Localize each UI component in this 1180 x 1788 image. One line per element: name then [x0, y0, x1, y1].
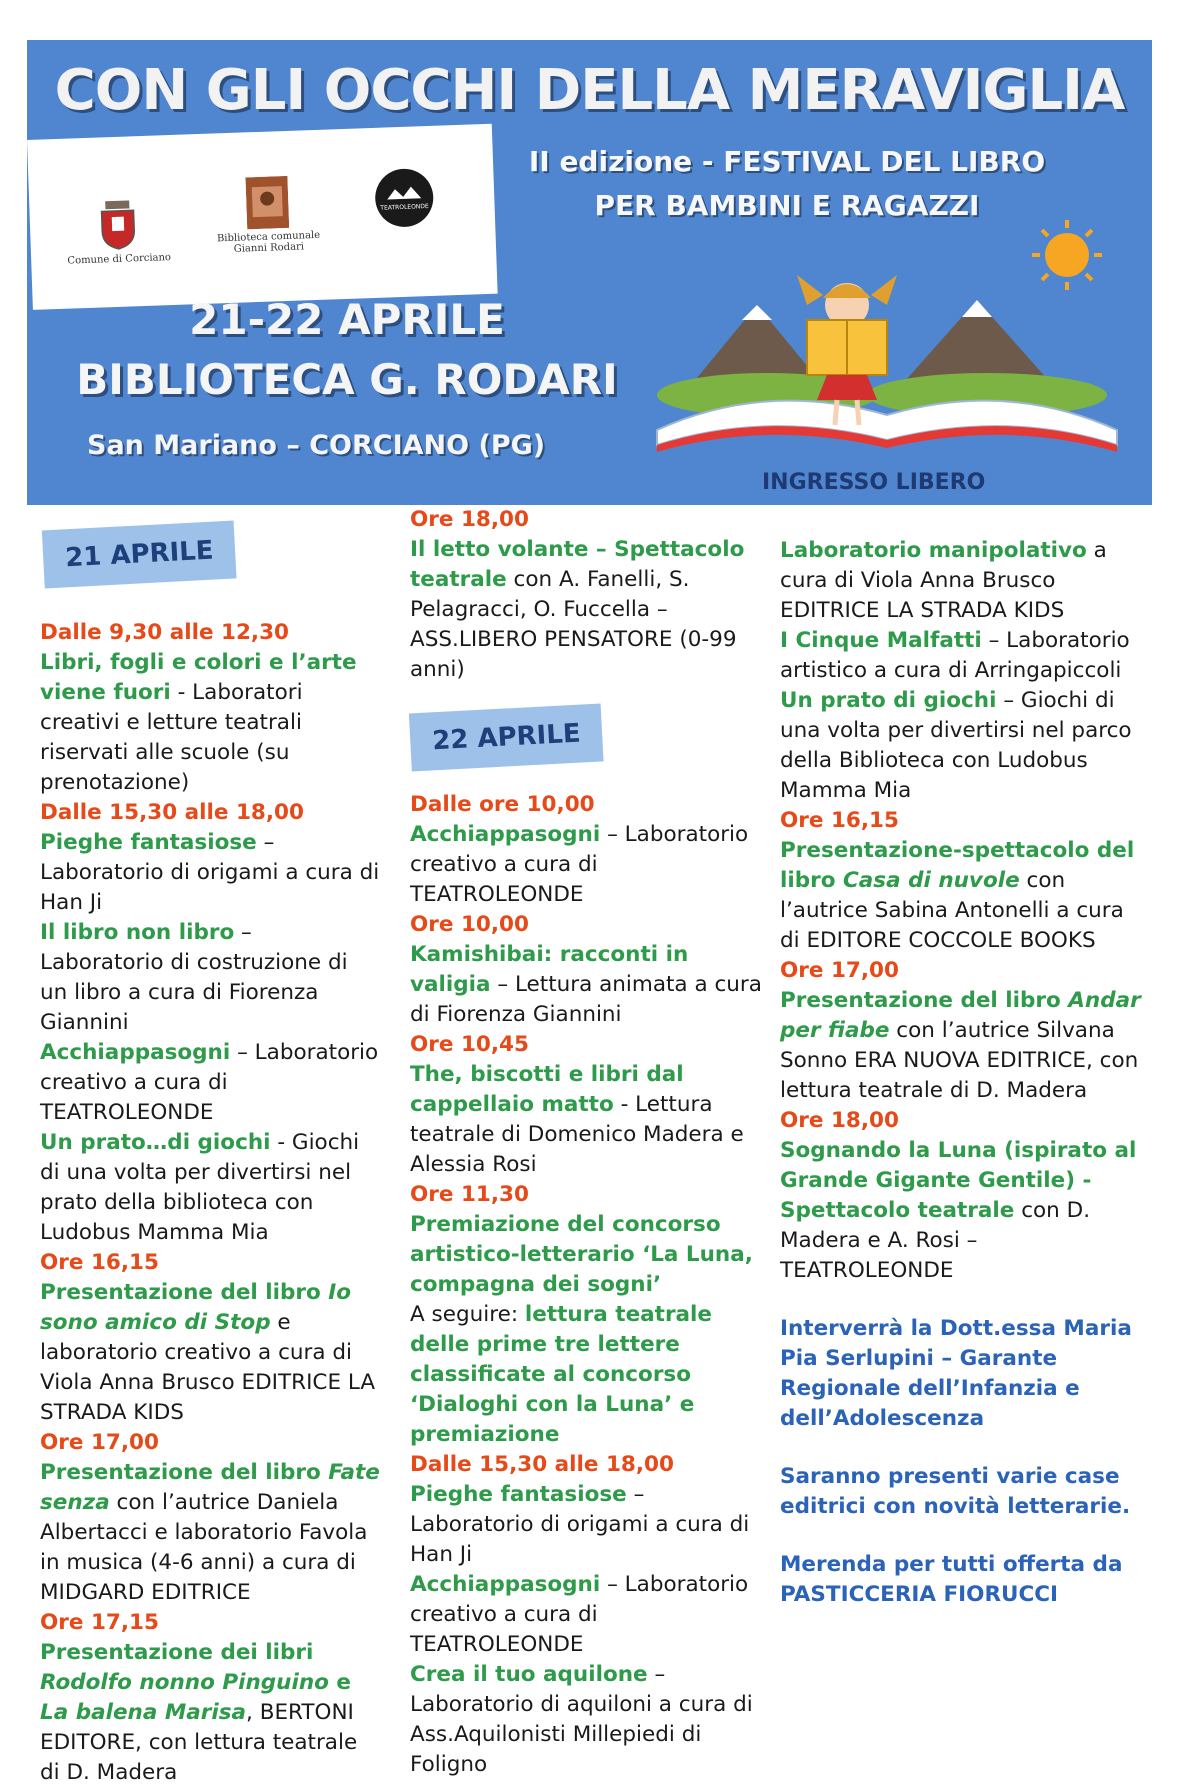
event-item	[40, 1458, 380, 1608]
event-title: Libri, fogli e colori e l’arte viene fuori	[40, 650, 357, 705]
event-desc: , BERTONI EDITORE, con lettura teatrale di D. Madera	[40, 1700, 358, 1785]
event-title: The, biscotti e libri dal cappellaio matto	[410, 1062, 684, 1117]
time-label: Ore 10,45	[410, 1032, 529, 1057]
event-item	[40, 648, 380, 798]
subtitle-line-2: PER BAMBINI E RAGAZZI	[594, 189, 980, 222]
event-desc: – Lettura animata a cura di Fiorenza Giannini	[410, 972, 762, 1027]
time-label: Dalle 15,30 alle 18,00	[410, 1452, 674, 1477]
day-1-label: 21 APRILE	[42, 520, 237, 588]
event-dates: 21-22 APRILE	[189, 295, 505, 344]
event-item	[780, 1136, 1145, 1286]
event-item	[780, 626, 1145, 686]
event-title: Un prato di giochi	[780, 688, 997, 713]
day-tab-21	[42, 520, 254, 583]
book-title: Io sono amico di Stop	[40, 1280, 352, 1335]
event-desc: A seguire:	[410, 1302, 525, 1327]
book-title: La balena Marisa	[40, 1700, 247, 1725]
event-desc: - Giochi di una volta per divertirsi nel prato della biblioteca con Ludobus Mamma Mia	[40, 1130, 360, 1245]
girl-reading-book-illustration	[647, 220, 1137, 490]
time-label: Ore 16,15	[40, 1250, 159, 1275]
event-title: Presentazione del libro	[780, 988, 1069, 1013]
event-item	[780, 836, 1145, 956]
book-title: Rodolfo nonno Pinguino	[40, 1670, 329, 1695]
event-item	[410, 1660, 765, 1780]
time-label: Ore 18,00	[780, 1108, 899, 1133]
column-1	[40, 618, 380, 1788]
event-title: Acchiappasogni	[410, 822, 601, 847]
event-item	[40, 1638, 380, 1788]
event-item	[40, 1038, 380, 1128]
event-desc: – Giochi di una volta per divertirsi nel parco della Biblioteca con Ludobus Mamma Mia	[780, 688, 1132, 803]
event-desc: – Laboratorio di aquiloni a cura di Ass.Aquilonisti Millepiedi di Foligno	[410, 1662, 753, 1777]
event-item	[410, 535, 765, 685]
comune-logo	[57, 197, 179, 267]
event-desc: con l’autrice Sabina Antonelli a cura di EDITORE COCCOLE BOOKS	[780, 868, 1124, 953]
event-title: Sognando la Luna (ispirato al Grande Gigante Gentile) - Spettacolo teatrale	[780, 1138, 1137, 1223]
event-desc: – Laboratorio creativo a cura di TEATROLEONDE	[40, 1040, 379, 1125]
event-title: Un prato…di giochi	[40, 1130, 271, 1155]
event-desc: - Lettura teatrale di Domenico Madera e Alessia Rosi	[410, 1092, 744, 1177]
event-item	[780, 686, 1145, 806]
event-title-and: e	[328, 1670, 351, 1695]
library-photo-icon	[245, 176, 289, 229]
time-label: Dalle 15,30 alle 18,00	[40, 800, 304, 825]
snack-note: Merenda per tutti offerta da PASTICCERIA FIORUCCI	[780, 1552, 1123, 1607]
event-title: Crea il tuo aquilone	[410, 1662, 648, 1687]
time-label: Ore 17,00	[40, 1430, 159, 1455]
time-label: Ore 10,00	[410, 912, 529, 937]
teatro-logo	[363, 165, 445, 233]
event-desc: – Laboratorio di origami a cura di Han Ji	[410, 1482, 750, 1567]
comune-label: Comune di Corciano	[67, 252, 172, 267]
event-title: Presentazione dei libri	[40, 1640, 314, 1665]
event-desc: – Laboratorio creativo a cura di TEATROLEONDE	[410, 822, 749, 907]
event-title: Presentazione del libro	[40, 1460, 329, 1485]
event-item	[40, 828, 380, 918]
event-item	[410, 1570, 765, 1660]
event-item	[40, 1128, 380, 1248]
column-3	[780, 536, 1145, 1610]
festival-title: CON GLI OCCHI DELLA MERAVIGLIA	[54, 58, 1125, 123]
book-title: Casa di nuvole	[843, 868, 1020, 893]
guest-note: Interverrà la Dott.essa Maria Pia Serlupini – Garante Regionale dell’Infanzia e dell’Adolescenza	[780, 1316, 1132, 1431]
event-title: Presentazione-spettacolo del libro	[780, 838, 1135, 893]
event-title: Pieghe fantasiose	[410, 1482, 627, 1507]
event-title: lettura teatrale delle prime tre lettere classificate al concorso ‘Dialoghi con la Luna’ e premiazione	[410, 1302, 713, 1447]
event-item	[40, 1278, 380, 1428]
event-item	[780, 536, 1145, 626]
event-title: Acchiappasogni	[40, 1040, 231, 1065]
biblioteca-logo	[196, 174, 339, 256]
event-desc: con l’autrice Daniela Albertacci e laboratorio Favola in musica (4-6 anni) a cura di MIDGARD EDITRICE	[40, 1490, 368, 1605]
event-title: Laboratorio manipolativo	[780, 538, 1087, 563]
event-desc: – Laboratorio di costruzione di un libro a cura di Fiorenza Giannini	[40, 920, 348, 1035]
event-desc: – Laboratorio di origami a cura di Han Ji	[40, 830, 380, 915]
column-2	[410, 505, 765, 1780]
event-title: Presentazione del libro	[40, 1280, 329, 1305]
date-venue	[27, 290, 667, 410]
event-desc: con A. Fanelli, S. Pelagracci, O. Fuccella – ASS.LIBERO PENSATORE (0-99 anni)	[410, 567, 737, 682]
biblioteca-label-1: Biblioteca comunale	[216, 229, 321, 245]
event-desc: con l’autrice Silvana Sonno ERA NUOVA EDITRICE, con lettura teatrale di D. Madera	[780, 1018, 1139, 1103]
event-venue: BIBLIOTECA G. RODARI	[76, 355, 618, 404]
event-item	[410, 1210, 765, 1300]
event-title: Kamishibai: racconti in valigia	[410, 942, 689, 997]
coat-of-arms-icon	[97, 198, 139, 251]
event-desc: – Laboratorio artistico a cura di Arringapiccoli	[780, 628, 1130, 683]
subtitle-line-1: II edizione - FESTIVAL DEL LIBRO	[528, 145, 1046, 178]
teatro-logo-text: TEATROLEONDE	[380, 203, 429, 212]
event-desc: a cura di Viola Anna Brusco EDITRICE LA STRADA KIDS	[780, 538, 1107, 623]
event-item	[410, 1300, 765, 1450]
event-title: I Cinque Malfatti	[780, 628, 982, 653]
time-label: Dalle 9,30 alle 12,30	[40, 620, 290, 645]
event-desc: – Laboratorio creativo a cura di TEATROLEONDE	[410, 1572, 749, 1657]
event-place: San Mariano – CORCIANO (PG)	[87, 430, 546, 461]
publishers-note: Saranno presenti varie case editrici con novità letterarie.	[780, 1464, 1131, 1519]
time-label: Ore 18,00	[410, 507, 529, 532]
biblioteca-label-2: Gianni Rodari	[233, 241, 305, 255]
event-title: Acchiappasogni	[410, 1572, 601, 1597]
time-label: Ore 17,00	[780, 958, 899, 983]
event-item	[410, 940, 765, 1030]
event-item	[780, 986, 1145, 1106]
event-desc: - Laboratori creativi e letture teatrali riservati alle scuole (su prenotazione)	[40, 680, 303, 795]
free-entry: INGRESSO LIBERO	[762, 470, 986, 495]
event-title: Premiazione del concorso artistico-letterario ‘La Luna, compagna dei sogni’	[410, 1212, 753, 1297]
time-label: Ore 17,15	[40, 1610, 159, 1635]
festival-subtitle	[517, 140, 1057, 228]
teatro-circle-icon	[372, 166, 436, 230]
sun-icon	[1032, 220, 1102, 290]
time-label: Ore 16,15	[780, 808, 899, 833]
event-item	[40, 918, 380, 1038]
event-title: Il letto volante – Spettacolo teatrale	[410, 537, 745, 592]
event-title: Pieghe fantasiose	[40, 830, 257, 855]
event-desc: e laboratorio creativo a cura di Viola Anna Brusco EDITRICE LA STRADA KIDS	[40, 1310, 376, 1425]
logo-strip	[27, 124, 498, 310]
day-2-label: 22 APRILE	[409, 703, 604, 771]
event-item	[410, 1060, 765, 1180]
event-title: Il libro non libro	[40, 920, 235, 945]
header-banner	[27, 40, 1152, 505]
book-title: Fate senza	[40, 1460, 380, 1515]
event-item	[410, 1480, 765, 1570]
time-label: Ore 11,30	[410, 1182, 529, 1207]
time-label: Dalle ore 10,00	[410, 792, 595, 817]
book-title: Andar per fiabe	[780, 988, 1141, 1043]
event-item	[410, 820, 765, 910]
event-desc: con D. Madera e A. Rosi – TEATROLEONDE	[780, 1198, 1091, 1283]
